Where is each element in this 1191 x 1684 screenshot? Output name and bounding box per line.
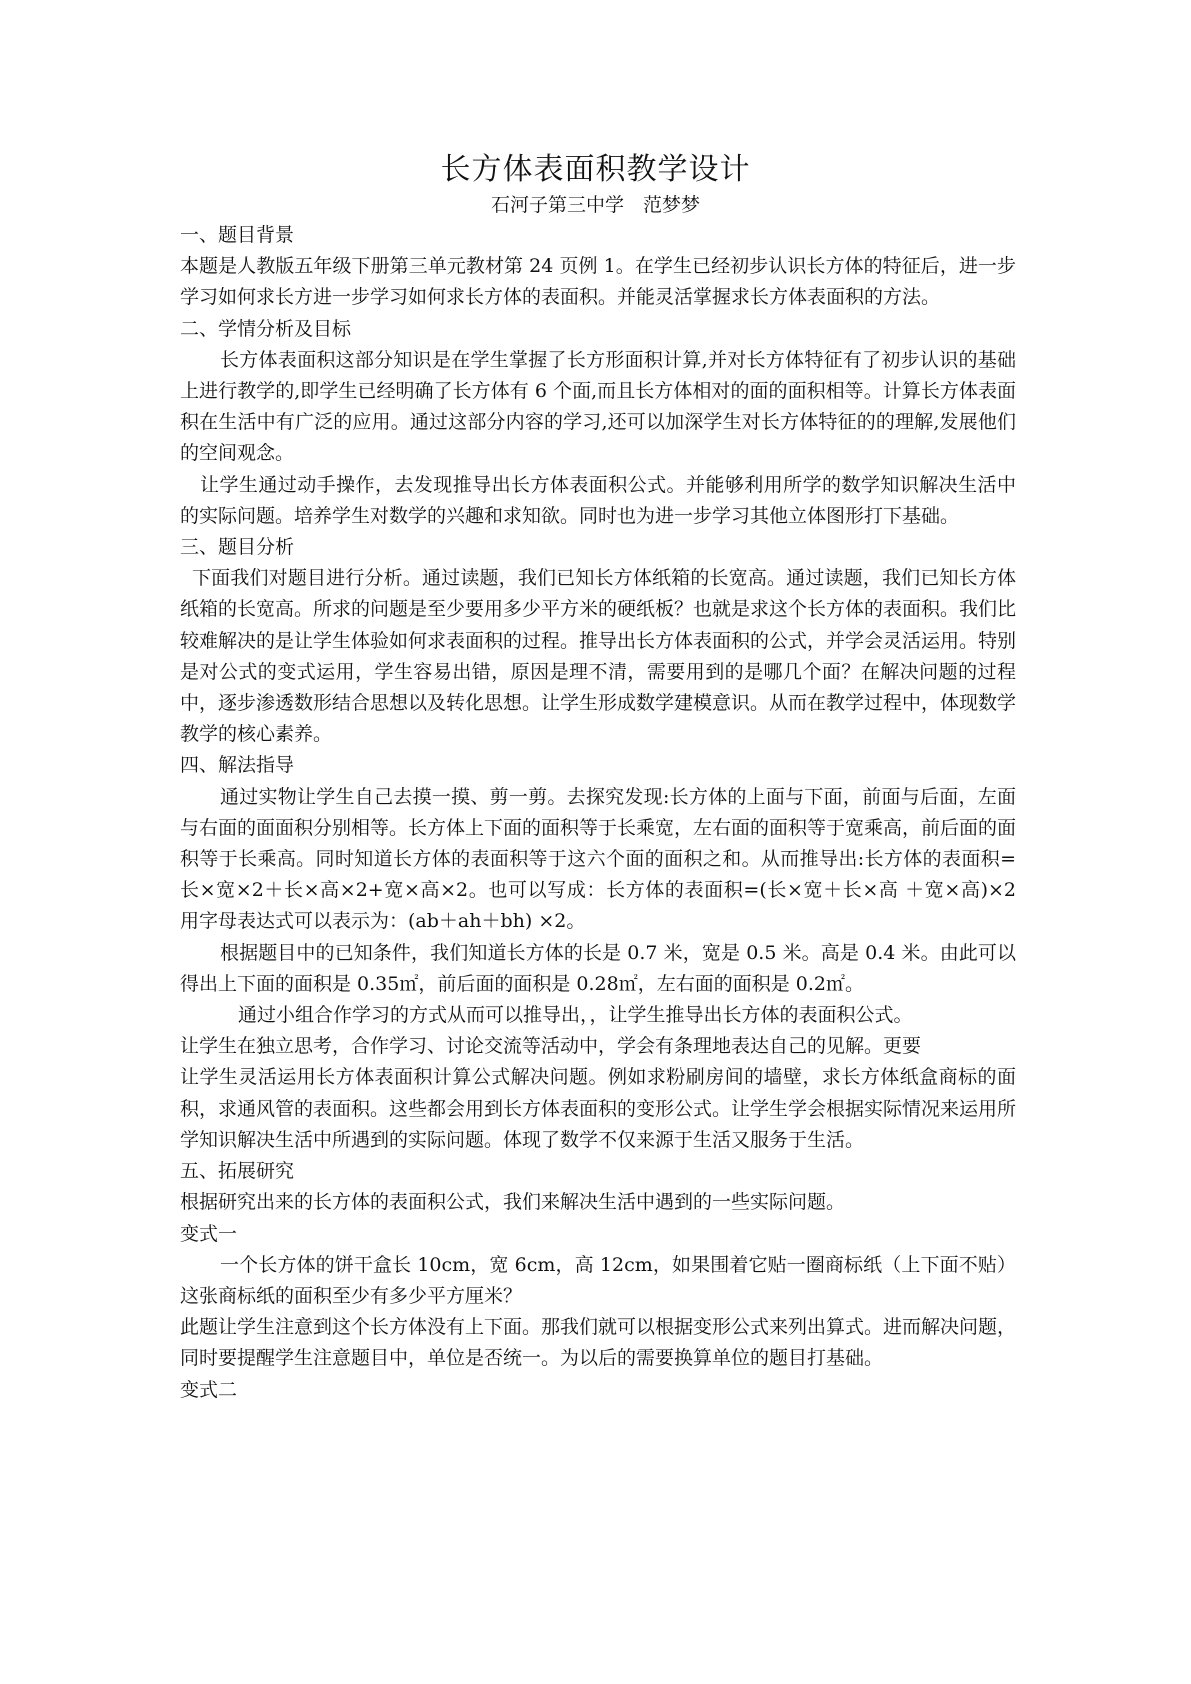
- section-heading: 三、题目分析: [180, 536, 295, 559]
- paragraph: 让学生灵活运用长方体表面积计算公式解决问题。例如求粉刷房间的墙壁，求长方体纸盒商标的面积，求通风管的表面积。这些都会用到长方体表面积的变形公式。让学生学会根据实际情况来运用所学知识解决生活中所遇到的实际问题。体现了数学不仅来源于生活又服务于生活。: [180, 1066, 1017, 1151]
- paragraph: 通过实物让学生自己去摸一摸、剪一剪。去探究发现:长方体的上面与下面，前面与后面，左面与右面的面面积分别相等。长方体上下面的面积等于长乘宽，左右面的面积等于宽乘高，前后面的面积等于长乘高。同时知道长方体的表面积等于这六个面的面积之和。从而推导出:长方体的表面积=长×宽×2＋长×高×2+宽×高×2。也可以写成：长方体的表面积=(长×宽＋长×高 ＋宽×高)×2 用字母表达式可以表示为：(ab＋ah＋bh) ×2。: [180, 785, 1017, 933]
- document-body: [180, 220, 1016, 1406]
- paragraph: 让学生在独立思考，合作学习、讨论交流等活动中，学会有条理地表达自己的见解。更要: [180, 1035, 922, 1058]
- paragraph: 根据题目中的已知条件，我们知道长方体的长是 0.7 米，宽是 0.5 米。高是 0.4 米。由此可以得出上下面的面积是 0.35㎡，前后面的面积是 0.28㎡，左右面的面积是 0.2㎡。: [180, 941, 1016, 995]
- paragraph: 此题让学生注意到这个长方体没有上下面。那我们就可以根据变形公式来列出算式。进而解决问题，同时要提醒学生注意题目中，单位是否统一。为以后的需要换算单位的题目打基础。: [180, 1316, 1017, 1370]
- variant-heading: 变式二: [180, 1378, 238, 1401]
- section-heading: 二、学情分析及目标: [180, 317, 352, 340]
- paragraph: 本题是人教版五年级下册第三单元教材第 24 页例 1。在学生已经初步认识长方体的特征后，进一步学习如何求长方进一步学习如何求长方体的表面积。并能灵活掌握求长方体表面积的方法。: [180, 255, 1016, 309]
- paragraph: 根据研究出来的长方体的表面积公式，我们来解决生活中遇到的一些实际问题。: [180, 1191, 846, 1214]
- paragraph: 通过小组合作学习的方式从而可以推导出，，让学生推导出长方体的表面积公式。: [238, 1004, 913, 1027]
- paragraph: 让学生通过动手操作，去发现推导出长方体表面积公式。并能够利用所学的数学知识解决生活中的实际问题。培养学生对数学的兴趣和求知欲。同时也为进一步学习其他立体图形打下基础。: [180, 473, 1016, 527]
- paragraph: 长方体表面积这部分知识是在学生掌握了长方形面积计算,并对长方体特征有了初步认识的基础上进行教学的,即学生已经明确了长方体有 6 个面,而且长方体相对的面的面积相等。计算长方体表面积在生活中有广泛的应用。通过这部分内容的学习,还可以加深学生对长方体特征的的理解,发展他们的空间观念。: [180, 348, 1016, 465]
- paragraph: 下面我们对题目进行分析。通过读题，我们已知长方体纸箱的长宽高。通过读题，我们已知长方体纸箱的长宽高。所求的问题是至少要用多少平方米的硬纸板？也就是求这个长方体的表面积。我们比较难解决的是让学生体验如何求表面积的过程。推导出长方体表面积的公式，并学会灵活运用。特别是对公式的变式运用，学生容易出错，原因是理不清，需要用到的是哪几个面？在解决问题的过程中，逐步渗透数形结合思想以及转化思想。让学生形成数学建模意识。从而在教学过程中，体现数学教学的核心素养。: [180, 567, 1017, 746]
- paragraph: 一个长方体的饼干盒长 10cm，宽 6cm，高 12cm，如果围着它贴一圈商标纸（上下面不贴）这张商标纸的面积至少有多少平方厘米？: [180, 1253, 1016, 1307]
- section-heading: 一、题目背景: [180, 224, 295, 246]
- variant-heading: 变式一: [180, 1222, 238, 1245]
- section-heading: 五、拓展研究: [180, 1160, 295, 1183]
- section-heading: 四、解法指导: [180, 754, 295, 777]
- author-line: 石河子第三中学 范梦梦: [490, 194, 700, 216]
- document-title: 长方体表面积教学设计: [440, 152, 751, 187]
